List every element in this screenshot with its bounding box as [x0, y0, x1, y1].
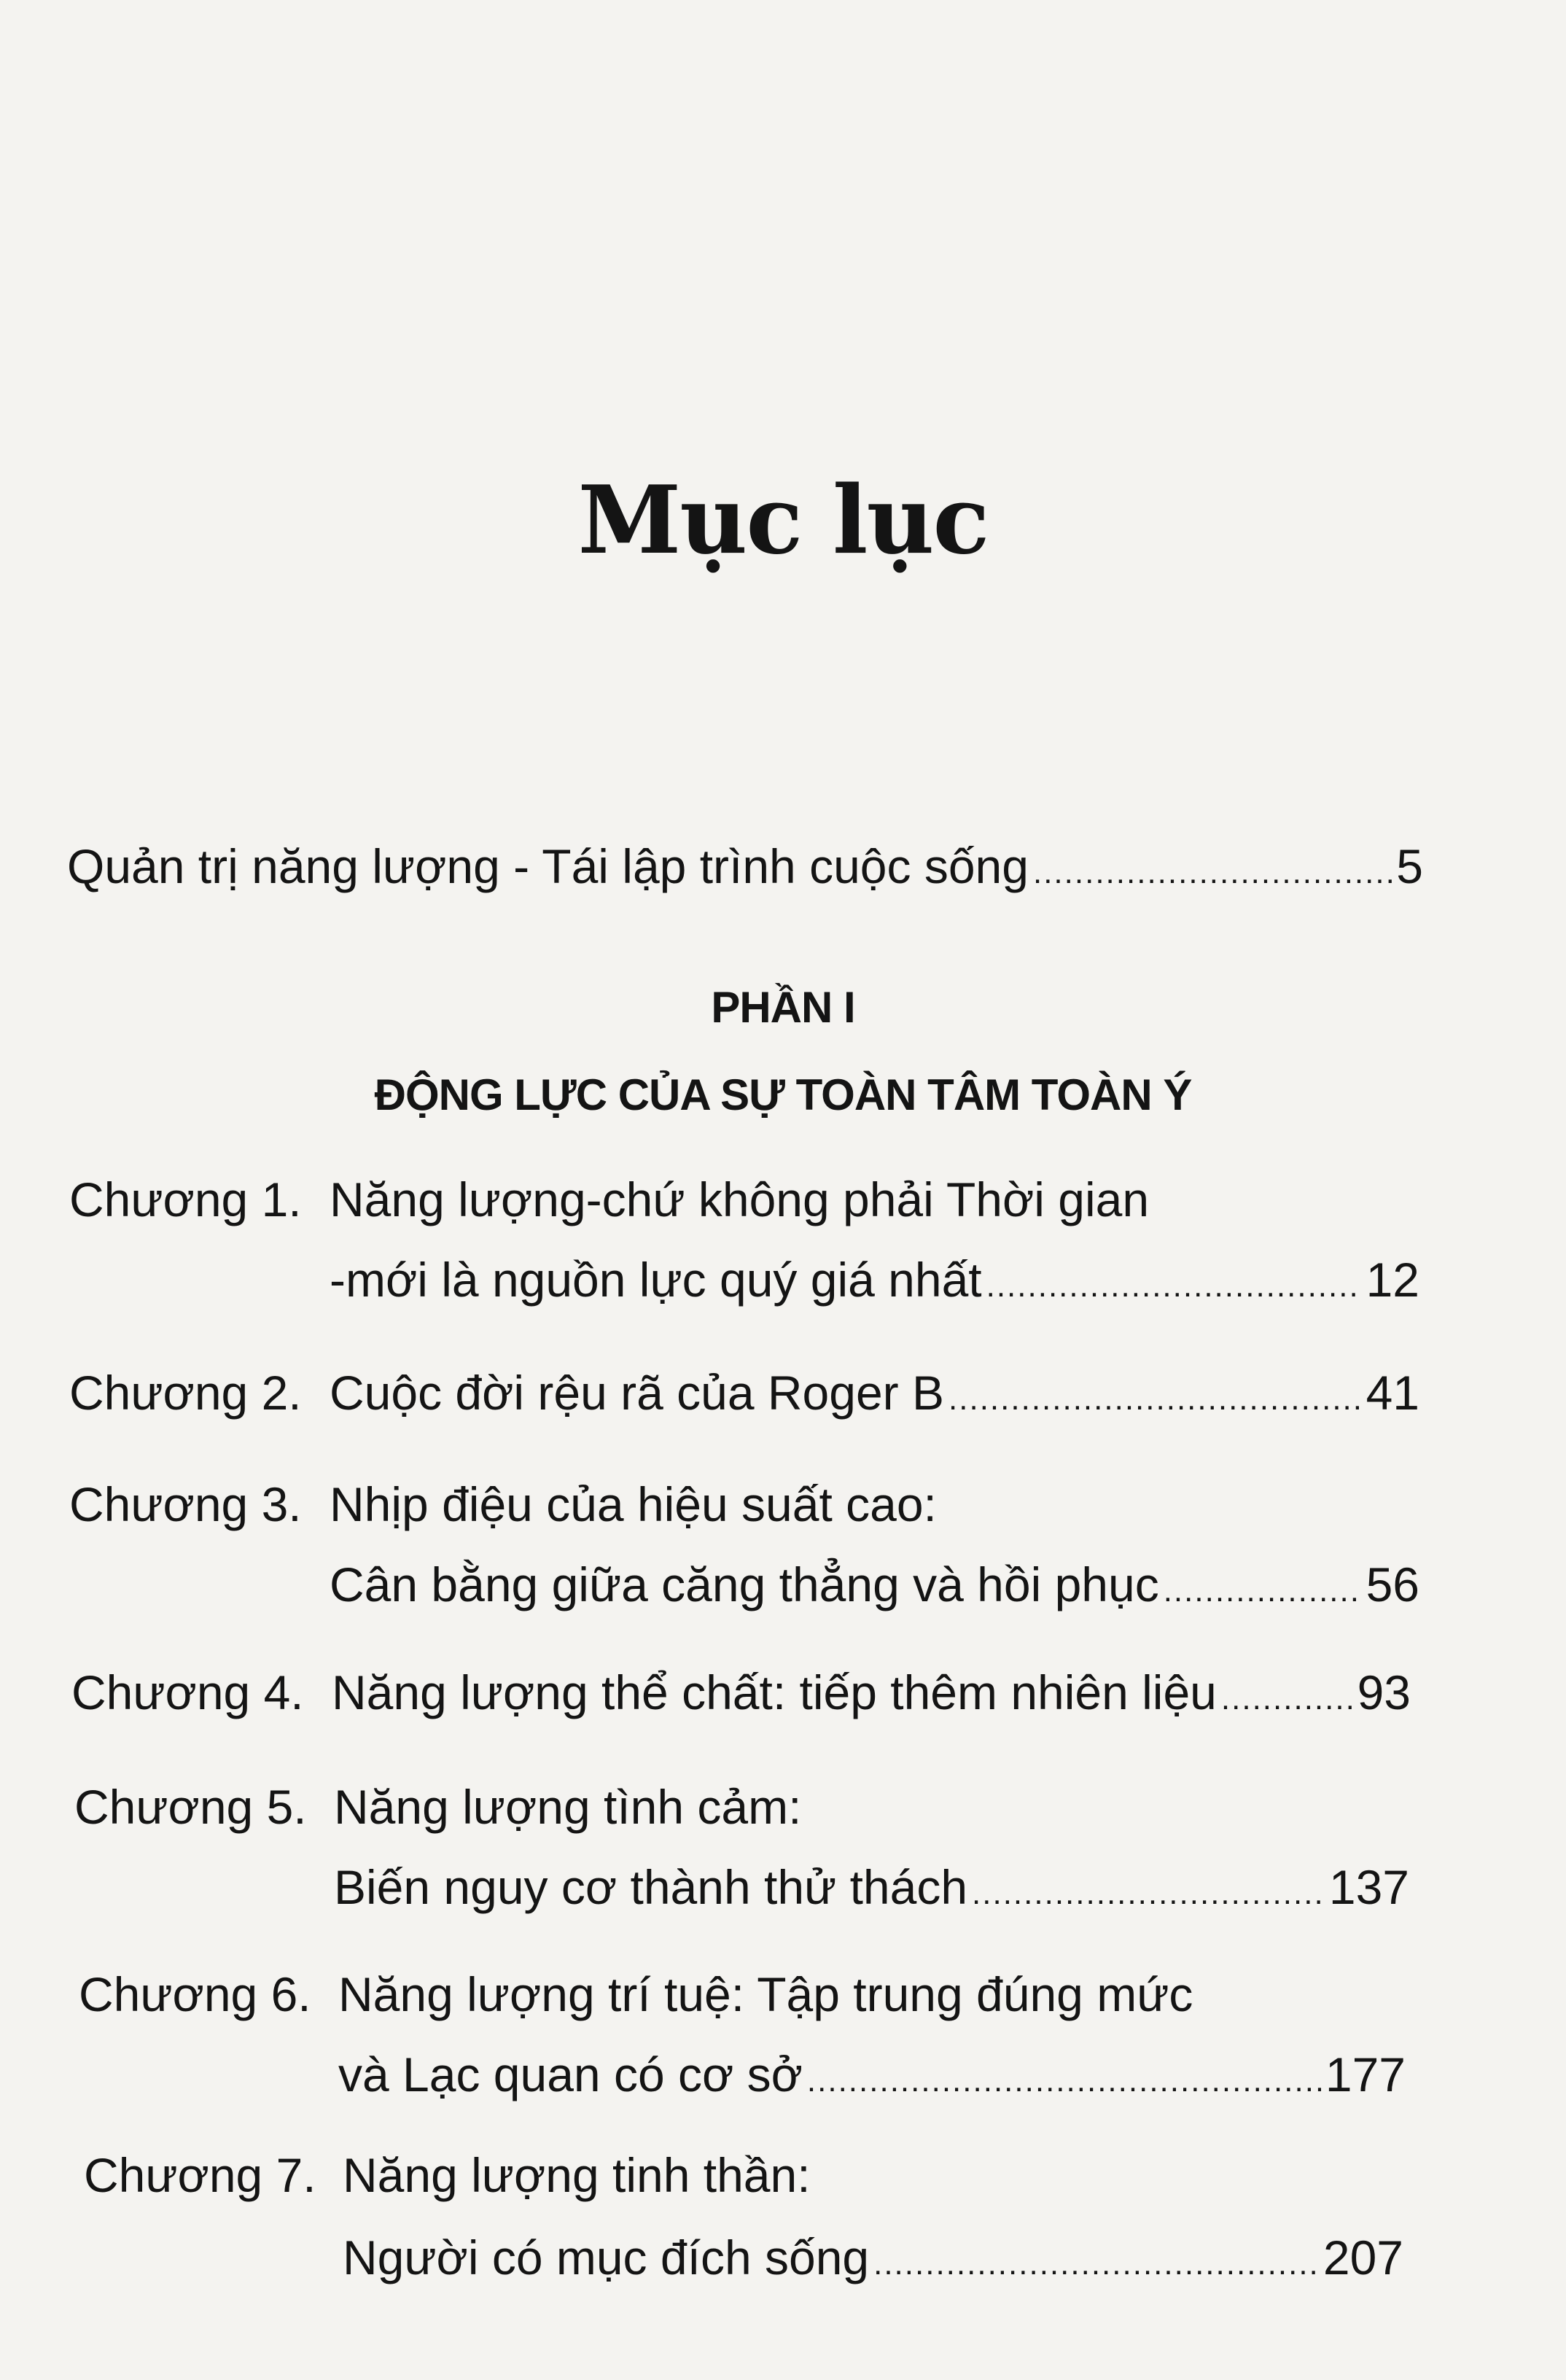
- chapter-title[interactable]: Năng lượng-chứ không phải Thời gian: [330, 1172, 1150, 1226]
- toc-entry-chapter-6[interactable]: [338, 2050, 1406, 2099]
- toc-entry-page: 207: [1322, 2231, 1403, 2284]
- dot-leader: [807, 2065, 1321, 2097]
- chapter-title[interactable]: Năng lượng tinh thần:: [343, 2148, 811, 2202]
- page-title: Mục lục: [577, 466, 989, 575]
- chapter-title[interactable]: Nhịp điệu của hiệu suất cao:: [330, 1477, 937, 1531]
- dot-leader: [986, 1270, 1362, 1302]
- chapter-title-cont: Biến nguy cơ thành thử thách: [334, 1860, 968, 1914]
- part-heading: PHẦN I: [711, 983, 855, 1032]
- part-subtitle: ĐỘNG LỰC CỦA SỰ TOÀN TÂM TOÀN Ý: [374, 1070, 1192, 1119]
- chapter-label: Chương 1.: [69, 1172, 302, 1226]
- toc-entry-page: 12: [1366, 1253, 1419, 1307]
- chapter-label: Chương 5.: [74, 1780, 307, 1834]
- toc-entry-page: 41: [1366, 1366, 1419, 1420]
- toc-entry-chapter-7[interactable]: [343, 2233, 1403, 2282]
- chapter-title: Năng lượng thể chất: tiếp thêm nhiên liệu: [332, 1665, 1217, 1719]
- toc-entry-page: 93: [1357, 1665, 1411, 1719]
- chapter-label: Chương 7.: [84, 2148, 316, 2202]
- dot-leader: [1221, 1683, 1353, 1715]
- toc-entry-intro[interactable]: [67, 839, 1423, 893]
- toc-entry-page: 5: [1396, 839, 1423, 893]
- chapter-title-cont: và Lạc quan có cơ sở: [338, 2048, 803, 2101]
- chapter-title-cont: Cân bằng giữa căng thẳng và hồi phục: [330, 1558, 1159, 1611]
- toc-entry-page: 177: [1325, 2048, 1406, 2101]
- chapter-title-cont: -mới là nguồn lực quý giá nhất: [330, 1253, 982, 1307]
- dot-leader: [873, 2248, 1319, 2280]
- dot-leader: [972, 1878, 1325, 1910]
- dot-leader: [948, 1383, 1362, 1415]
- chapter-title-cont: Người có mục đích sống: [343, 2231, 870, 2284]
- toc-entry-chapter-5[interactable]: [334, 1860, 1409, 1914]
- toc-entry-chapter-1[interactable]: [330, 1253, 1419, 1307]
- toc-entry-chapter-3[interactable]: [330, 1560, 1419, 1609]
- chapter-label: Chương 4.: [71, 1665, 304, 1719]
- chapter-title[interactable]: Năng lượng tình cảm:: [334, 1780, 802, 1834]
- toc-entry-page: 56: [1366, 1558, 1419, 1611]
- toc-entry-label: Quản trị năng lượng - Tái lập trình cuộc sống: [67, 839, 1029, 893]
- chapter-label: Chương 6.: [79, 1967, 311, 2021]
- dot-leader: [1164, 1575, 1362, 1607]
- chapter-title[interactable]: Năng lượng trí tuệ: Tập trung đúng mức: [338, 1967, 1193, 2021]
- dot-leader: [1033, 857, 1392, 889]
- chapter-label: Chương 3.: [69, 1477, 302, 1531]
- toc-entry-chapter-2[interactable]: [330, 1366, 1419, 1420]
- chapter-label: Chương 2.: [69, 1366, 302, 1420]
- toc-entry-page: 137: [1328, 1860, 1409, 1914]
- toc-entry-chapter-4[interactable]: [332, 1665, 1411, 1719]
- chapter-title: Cuộc đời rệu rã của Roger B: [330, 1366, 945, 1420]
